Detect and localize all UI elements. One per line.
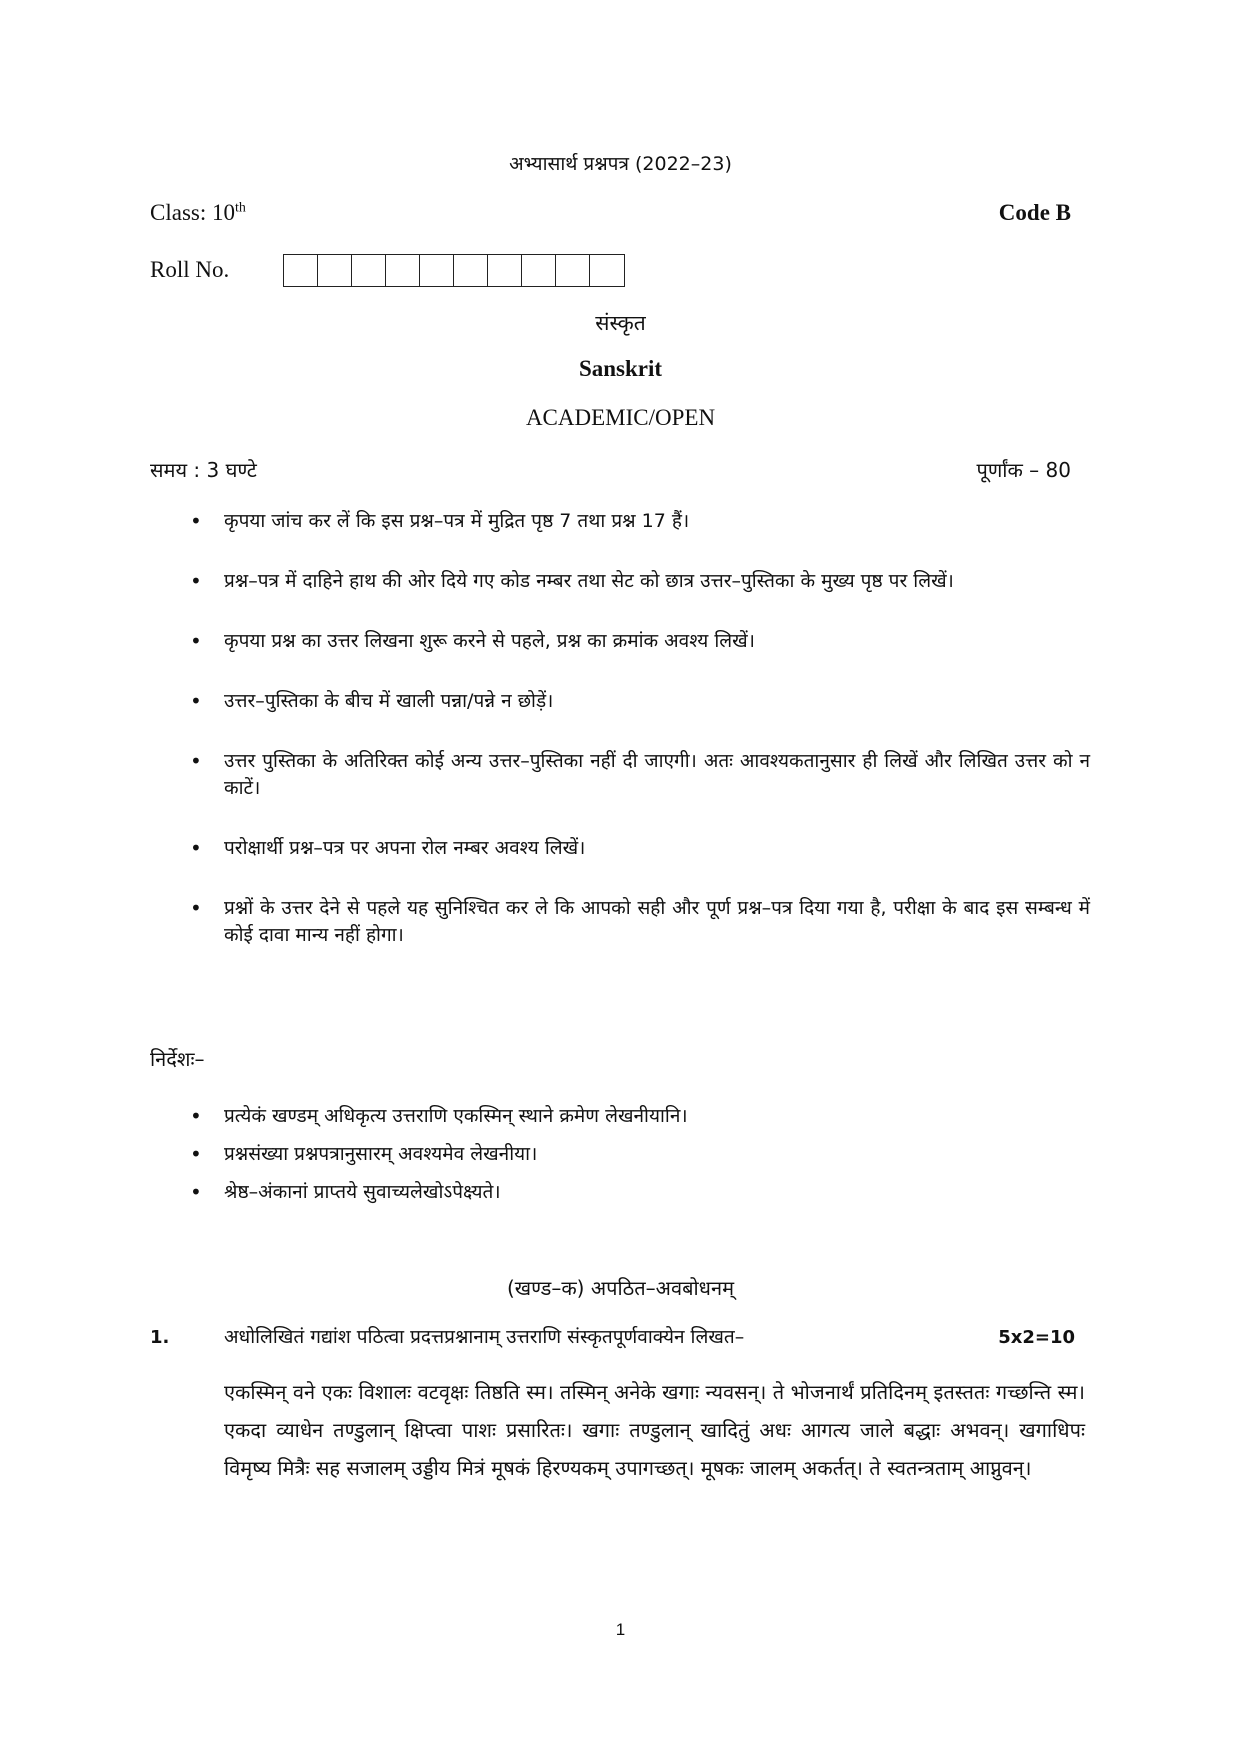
- bullet-icon: •: [190, 509, 202, 533]
- roll-number-box: [352, 255, 386, 286]
- question-number: 1.: [150, 1327, 170, 1348]
- roll-number-boxes: [283, 254, 625, 287]
- direction-item: [190, 1141, 1090, 1168]
- page-number: 1: [615, 1620, 626, 1639]
- direction-item: [190, 1103, 1090, 1130]
- instruction-item: [190, 835, 1090, 862]
- instruction-text: प्रश्न–पत्र में दाहिने हाथ की ओर दिये गए कोड नम्बर तथा सेट को छात्र उत्तर–पुस्तिका के मुख्य पृष्ठ पर लिखें।: [224, 570, 954, 592]
- instruction-text: उत्तर पुस्तिका के अतिरिक्त कोई अन्य उत्तर–पुस्तिका नहीं दी जाएगी। अतः आवश्यकतानुसार ही लिखें और लिखित उत्तर को न काटें।: [224, 750, 1090, 799]
- maximum-marks: पूर्णांक – 80: [976, 458, 1071, 482]
- bullet-icon: •: [190, 569, 202, 593]
- bullet-icon: •: [190, 1142, 202, 1166]
- bullet-icon: •: [190, 896, 202, 920]
- directions-heading: निर्देशः–: [150, 1047, 205, 1071]
- roll-number-label: Roll No.: [150, 257, 230, 282]
- instruction-item: [190, 895, 1090, 949]
- code-label: Code B: [998, 200, 1071, 225]
- instruction-item: [190, 748, 1090, 802]
- instructions-list: [190, 508, 1090, 982]
- roll-number-box: [522, 255, 556, 286]
- instruction-text: प्रश्नों के उत्तर देने से पहले यह सुनिश्चित कर ले कि आपको सही और पूर्ण प्रश्न–पत्र दिया गया है, परीक्षा के बाद इस सम्बन्ध में कोई दावा मान्य नहीं होगा।: [224, 897, 1090, 946]
- class-value: Class: 10: [150, 200, 235, 225]
- roll-number-box: [420, 255, 454, 286]
- bullet-icon: •: [190, 1104, 202, 1128]
- instruction-item: [190, 568, 1090, 595]
- instruction-item: [190, 628, 1090, 655]
- class-label: [150, 200, 246, 226]
- roll-number-box: [454, 255, 488, 286]
- unseen-passage: एकस्मिन् वने एकः विशालः वटवृक्षः तिष्ठति स्म। तस्मिन् अनेके खगाः न्यवसन्। ते भोजनार्थं प्रतिदिनम् इतस्ततः गच्छन्ति स्म। एकदा व्याधेन तण्डुलान् क्षिप्त्वा पाशः प्रसारितः। खगाः तण्डुलान् खादितुं अधः आगत्य जाले बद्धाः अभवन्। खगाधिपः विमृष्य मित्रैः सह सजालम् उड्डीय मित्रं मूषकं हिरण्यकम् उपागच्छत्। मूषकः जालम् अकर्तत्। ते स्वतन्त्रताम् आप्नुवन्।: [224, 1380, 1085, 1480]
- bullet-icon: •: [190, 689, 202, 713]
- direction-text: श्रेष्ठ–अंकानां प्राप्तये सुवाच्यलेखोऽपेक्ष्यते।: [224, 1181, 501, 1203]
- bullet-icon: •: [190, 836, 202, 860]
- roll-number-box: [556, 255, 590, 286]
- bullet-icon: •: [190, 1180, 202, 1204]
- bullet-icon: •: [190, 629, 202, 653]
- direction-text: प्रश्नसंख्या प्रश्नपत्रानुसारम् अवश्यमेव लेखनीया।: [224, 1143, 538, 1165]
- subject-english: Sanskrit: [578, 356, 663, 381]
- roll-number-box: [318, 255, 352, 286]
- directions-list: [190, 1103, 1090, 1217]
- direction-item: [190, 1179, 1090, 1206]
- instruction-text: उत्तर–पुस्तिका के बीच में खाली पन्ना/पन्ने न छोड़ें।: [224, 690, 554, 712]
- time-allowed: समय : 3 घण्टे: [150, 458, 257, 482]
- roll-number-box: [590, 255, 624, 286]
- instruction-text: परोक्षार्थी प्रश्न–पत्र पर अपना रोल नम्बर अवश्य लिखें।: [224, 837, 586, 859]
- question-marks: 5x2=10: [998, 1327, 1075, 1348]
- bullet-icon: •: [190, 749, 202, 773]
- roll-number-box: [284, 255, 318, 286]
- section-heading: (खण्ड–क) अपठित–अवबोधनम्: [506, 1276, 735, 1300]
- instruction-item: [190, 508, 1090, 535]
- instruction-item: [190, 688, 1090, 715]
- stream-label: ACADEMIC/OPEN: [525, 405, 716, 430]
- question-text: अधोलिखितं गद्यांश पठित्वा प्रदत्तप्रश्नानाम् उत्तराणि संस्कृतपूर्णवाक्येन लिखत–: [224, 1326, 745, 1348]
- roll-number-box: [386, 255, 420, 286]
- roll-number-box: [488, 255, 522, 286]
- direction-text: प्रत्येकं खण्डम् अधिकृत्य उत्तराणि एकस्मिन् स्थाने क्रमेण लेखनीयानि।: [224, 1105, 688, 1127]
- instruction-text: कृपया प्रश्न का उत्तर लिखना शुरू करने से पहले, प्रश्न का क्रमांक अवश्य लिखें।: [224, 630, 755, 652]
- paper-title: अभ्यासार्थ प्रश्नपत्र (2022–23): [509, 153, 732, 175]
- class-suffix: th: [234, 200, 246, 216]
- instruction-text: कृपया जांच कर लें कि इस प्रश्न–पत्र में मुद्रित पृष्ठ 7 तथा प्रश्न 17 हैं।: [224, 510, 690, 532]
- subject-hindi: संस्कृत: [595, 311, 646, 335]
